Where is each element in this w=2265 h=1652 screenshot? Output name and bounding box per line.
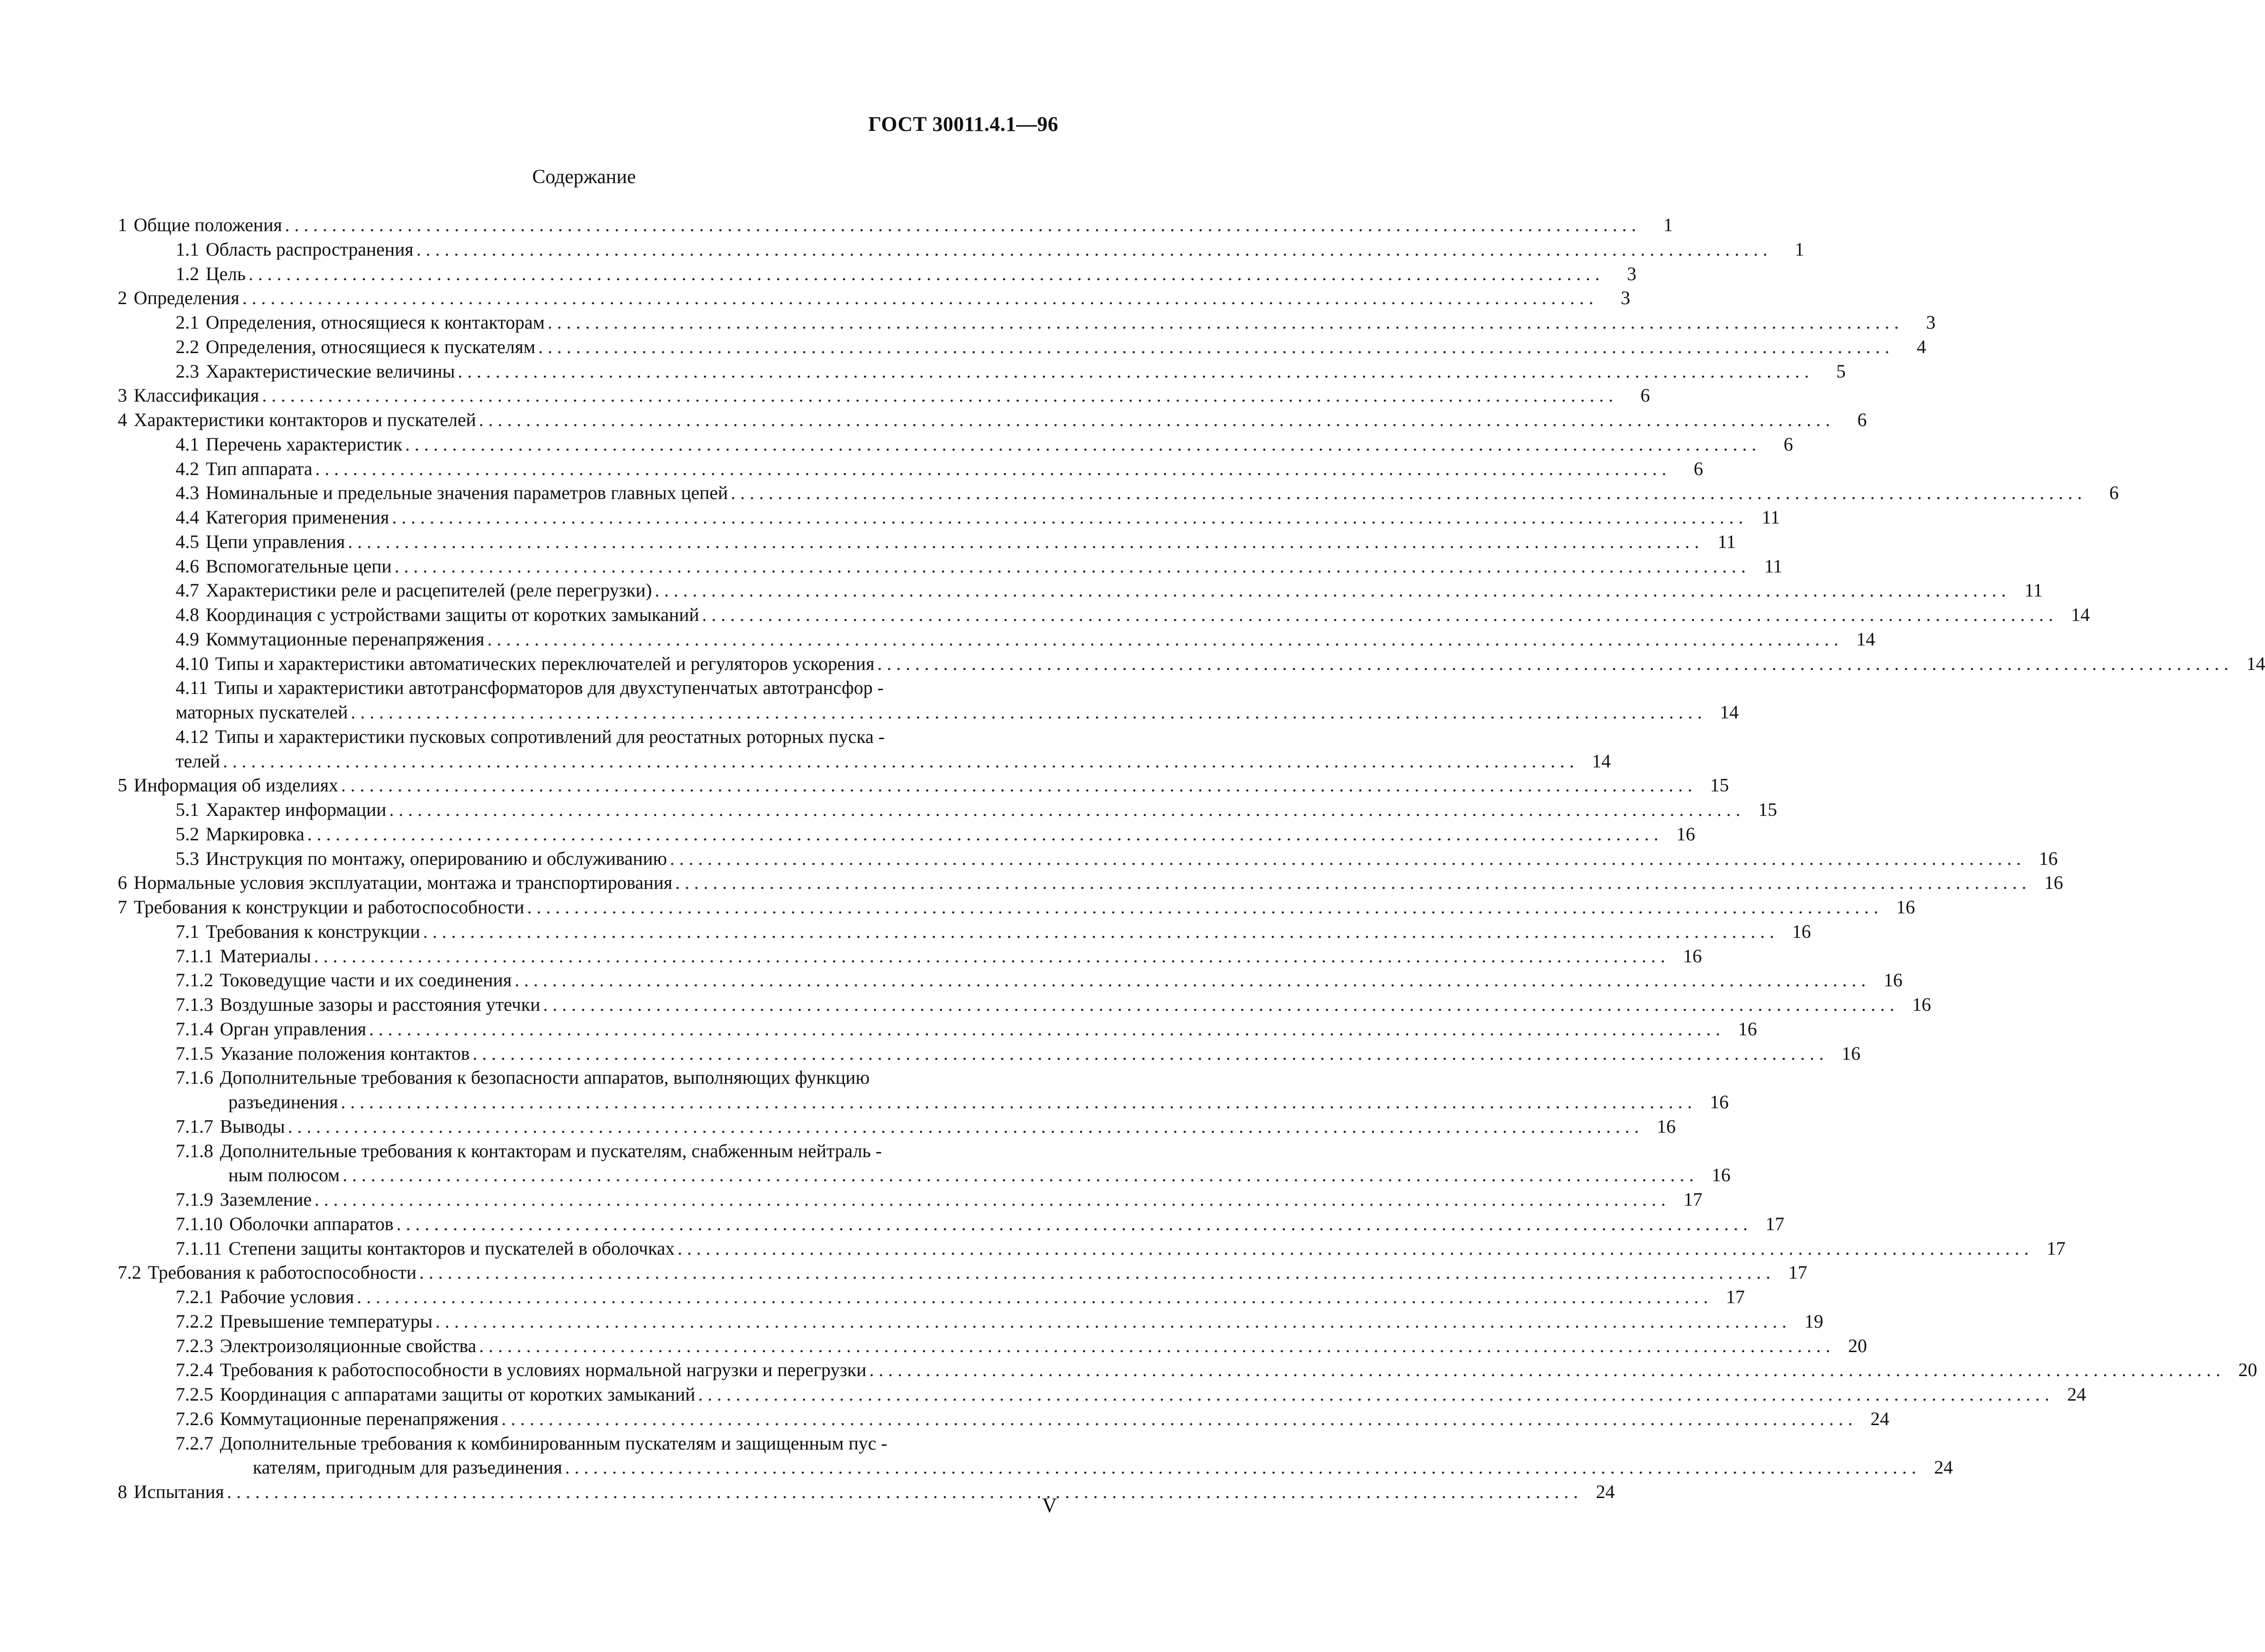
toc-entry-label: Электроизоляционные свойства	[220, 1335, 476, 1356]
toc-entry[interactable]	[118, 1114, 1676, 1139]
toc-entry-number: 7.2.1	[176, 1286, 213, 1307]
toc-dot-leader	[416, 237, 1767, 262]
toc-dot-leader	[314, 1187, 1666, 1212]
toc-entry-label: Определения, относящиеся к пускателям	[206, 336, 536, 357]
toc-dot-leader	[435, 1309, 1787, 1334]
toc-entry-label: Превышение температуры	[220, 1310, 433, 1332]
toc-entry-label: Коммутационные перенапряжения	[220, 1408, 499, 1429]
toc-entry-page: 24	[2067, 1384, 2086, 1405]
toc-entry-page: 17	[1788, 1262, 1807, 1283]
toc-entry-number: 4.2	[176, 458, 199, 479]
toc-entry-page: 15	[1758, 799, 1777, 820]
toc-entry-label: Тип аппарата	[206, 458, 313, 479]
toc-entry-label: Координация с аппаратами защиты от коротких замыканий	[220, 1384, 695, 1405]
toc-entry-label: Нормальные условия эксплуатации, монтажа и транспортирования	[134, 872, 673, 894]
toc-dot-leader	[677, 1236, 2029, 1261]
toc-dot-leader	[458, 359, 1809, 384]
toc-entry-label: Заземление	[220, 1189, 312, 1210]
toc-entry-number: 2.1	[176, 312, 199, 333]
toc-entry[interactable]	[118, 481, 2119, 505]
toc-entry-page: 16	[2039, 847, 2058, 869]
toc-entry-number: 7.1.9	[176, 1189, 213, 1210]
toc-entry-label: Типы и характеристики пусковых сопротивлений для реостатных роторных пуска -	[215, 725, 885, 747]
toc-entry[interactable]	[118, 1382, 2086, 1407]
toc-entry-page: 19	[1804, 1310, 1823, 1332]
toc-entry[interactable]	[118, 749, 1611, 774]
toc-entry-number: 4.9	[176, 628, 199, 650]
toc-entry-page: 17	[1765, 1213, 1784, 1234]
toc-entry-label: телей	[176, 750, 220, 772]
page-title: Содержание	[532, 166, 636, 188]
toc-entry-page: 16	[1683, 945, 1702, 967]
toc-entry-page: 16	[1841, 1042, 1861, 1064]
toc-dot-leader	[288, 1114, 1639, 1139]
toc-entry[interactable]	[118, 359, 1846, 384]
toc-entry-label: Испытания	[134, 1481, 224, 1502]
toc-entry-page: 20	[1848, 1335, 1867, 1356]
toc-dot-leader	[487, 627, 1838, 652]
toc-entry-page: 16	[1711, 1164, 1731, 1186]
toc-dot-leader	[675, 870, 2026, 895]
toc-entry-page: 16	[1676, 823, 1695, 845]
toc-entry[interactable]	[118, 1212, 1784, 1236]
toc-entry-label: Характер информации	[206, 799, 387, 820]
toc-dot-leader	[395, 554, 1746, 579]
toc-entry-page: 11	[1762, 507, 1780, 528]
toc-entry-label: Категория применения	[206, 507, 389, 528]
toc-dot-leader	[655, 578, 2006, 603]
toc-dot-leader	[348, 530, 1699, 554]
toc-entry-number: 7.1.5	[176, 1042, 213, 1064]
toc-entry-number: 1.1	[176, 238, 199, 260]
toc-entry-page: 14	[1592, 750, 1611, 772]
toc-entry-label: Характеристики реле и расцепителей (реле перегрузки)	[206, 580, 652, 601]
toc-entry-label: ным полюсом	[228, 1164, 340, 1186]
toc-entry-page: 6	[1640, 385, 1650, 406]
toc-dot-leader	[357, 1285, 1708, 1309]
toc-entry-label: кателям, пригодным для разъединения	[253, 1457, 563, 1478]
toc-entry-label: Дополнительные требования к контакторам и пускателям, снабженным нейтраль -	[220, 1140, 882, 1161]
toc-entry-number: 4.4	[176, 507, 199, 528]
toc-entry[interactable]	[118, 652, 2265, 676]
toc-entry-page: 17	[1726, 1286, 1745, 1307]
toc-entry-number: 7.2.6	[176, 1408, 213, 1429]
toc-entry[interactable]	[118, 1139, 1061, 1163]
toc-entry-page: 16	[1912, 994, 1931, 1015]
toc-dot-leader	[731, 481, 2082, 505]
toc-entry-page: 6	[2109, 482, 2119, 504]
toc-entry-label: Классификация	[134, 385, 259, 406]
toc-dot-leader	[227, 1480, 1578, 1504]
toc-entry-number: 4.10	[176, 653, 209, 674]
toc-dot-leader	[670, 846, 2021, 871]
toc-dot-leader	[307, 822, 1659, 846]
toc-dot-leader	[389, 798, 1741, 822]
toc-entry[interactable]	[118, 773, 1729, 798]
toc-entry-label: Характеристики контакторов и пускателей	[134, 409, 476, 430]
toc-entry-number: 5	[118, 774, 127, 796]
toc-entry-number: 7.1.2	[176, 969, 213, 991]
toc-entry[interactable]	[118, 1431, 1061, 1456]
toc-dot-leader	[223, 749, 1574, 774]
toc-dot-leader	[419, 1260, 1771, 1285]
toc-entry-page: 16	[1792, 920, 1811, 942]
toc-dot-leader	[249, 262, 1600, 286]
toc-dot-leader	[702, 603, 2053, 627]
toc-entry-number: 7.1.4	[176, 1018, 213, 1040]
toc-entry-label: Номинальные и предельные значения параметров главных цепей	[206, 482, 728, 504]
toc-entry-label: Требования к работоспособности	[148, 1262, 417, 1283]
toc-entry-label: Требования к конструкции	[206, 920, 420, 942]
toc-entry[interactable]	[118, 1041, 1861, 1066]
toc-entry-number: 4.12	[176, 725, 209, 747]
toc-entry[interactable]	[118, 895, 1915, 919]
toc-entry-page: 16	[1709, 1091, 1729, 1112]
toc-entry[interactable]	[118, 1480, 1615, 1504]
toc-entry-number: 5.3	[176, 847, 199, 869]
toc-entry[interactable]	[118, 213, 1673, 237]
toc-entry-number: 3	[118, 385, 127, 406]
toc-entry-number: 7.2.3	[176, 1335, 213, 1356]
toc-entry-number: 1.2	[176, 263, 199, 284]
toc-entry-number: 7.2.2	[176, 1310, 213, 1332]
toc-entry-page: 1	[1795, 238, 1805, 260]
toc-entry-number: 4.6	[176, 555, 199, 577]
toc-entry-number: 7.1.7	[176, 1115, 213, 1137]
toc-dot-leader	[501, 1407, 1853, 1431]
toc-entry-label: Токоведущие части и их соединения	[220, 969, 512, 991]
toc-entry-number: 2	[118, 287, 127, 309]
toc-entry-number: 5.2	[176, 823, 199, 845]
toc-dot-leader	[341, 1090, 1692, 1114]
toc-entry-label: Перечень характеристик	[206, 433, 403, 455]
toc-dot-leader	[343, 1163, 1694, 1187]
toc-entry-label: Типы и характеристики автоматических переключателей и регуляторов ускорения	[215, 653, 875, 674]
toc-dot-leader	[423, 919, 1774, 944]
toc-entry-label: Орган управления	[220, 1018, 366, 1040]
toc-dot-leader	[877, 652, 2228, 676]
toc-entry-label: Требования к конструкции и работоспособности	[134, 896, 524, 918]
toc-entry[interactable]	[118, 603, 2090, 627]
toc-entry-page: 6	[1693, 458, 1703, 479]
toc-entry-number: 8	[118, 1481, 127, 1502]
toc-entry-number: 4.3	[176, 482, 199, 504]
toc-entry-label: Указание положения контактов	[220, 1042, 470, 1064]
toc-dot-leader	[369, 1017, 1720, 1041]
toc-entry[interactable]	[118, 1090, 1729, 1114]
toc-entry-number: 7	[118, 896, 127, 918]
toc-entry[interactable]	[118, 1407, 1889, 1431]
toc-entry-label: Инструкция по монтажу, оперированию и обслуживанию	[206, 847, 667, 869]
toc-entry-number: 4.11	[176, 677, 208, 699]
toc-entry-page: 6	[1857, 409, 1867, 430]
toc-entry-label: Дополнительные требования к безопасности аппаратов, выполняющих функцию	[220, 1067, 870, 1088]
toc-dot-leader	[315, 457, 1666, 481]
toc-dot-leader	[479, 408, 1830, 432]
toc-entry[interactable]	[118, 408, 1867, 432]
toc-entry-page: 16	[1883, 969, 1902, 991]
toc-entry-number: 4.7	[176, 580, 199, 601]
toc-dot-leader	[473, 1041, 1824, 1066]
toc-entry-label: Типы и характеристики автотрансформаторов для двухступенчатых автотрансфор -	[214, 677, 884, 699]
toc-entry[interactable]	[118, 383, 1650, 408]
toc-entry[interactable]	[118, 530, 1736, 554]
toc-entry-page: 16	[2044, 872, 2063, 894]
toc-dot-leader	[314, 944, 1665, 968]
toc-entry-label: Характеристические величины	[206, 360, 455, 382]
toc-entry-page: 17	[2047, 1237, 2066, 1259]
toc-dot-leader	[515, 968, 1866, 992]
toc-entry-label: Рабочие условия	[220, 1286, 354, 1307]
toc-entry[interactable]	[118, 870, 2063, 895]
toc-entry-number: 7.2	[118, 1262, 141, 1283]
toc-entry[interactable]	[118, 1017, 1757, 1041]
toc-entry[interactable]	[118, 846, 2058, 871]
toc-entry-label: Дополнительные требования к комбинированным пускателям и защищенным пус -	[220, 1432, 887, 1454]
toc-entry-number: 7.1	[176, 920, 199, 942]
toc-entry[interactable]	[118, 798, 1777, 822]
toc-entry[interactable]	[118, 1163, 1731, 1187]
toc-entry[interactable]	[118, 335, 1926, 359]
toc-entry[interactable]	[118, 1334, 1867, 1358]
toc-entry-page: 15	[1710, 774, 1729, 796]
toc-entry-label: Маркировка	[206, 823, 305, 845]
toc-entry-number: 2.3	[176, 360, 199, 382]
toc-entry-label: Информация об изделиях	[134, 774, 339, 796]
toc-entry-page: 11	[1764, 555, 1782, 577]
toc-dot-leader	[869, 1358, 2220, 1382]
toc-entry-number: 7.1.8	[176, 1140, 213, 1161]
toc-entry-number: 7.1.10	[176, 1213, 223, 1234]
toc-entry-page: 3	[1926, 312, 1936, 333]
toc-dot-leader	[479, 1334, 1830, 1358]
toc-entry-page: 3	[1620, 287, 1630, 309]
toc-entry-page: 14	[2071, 604, 2090, 625]
toc-entry-page: 14	[1720, 701, 1739, 723]
toc-entry-label: Требования к работоспособности в условиях нормальной нагрузки и перегрузки	[220, 1359, 867, 1381]
toc-entry-label: Воздушные зазоры и расстояния утечки	[220, 994, 540, 1015]
toc-entry-number: 7.1.6	[176, 1067, 213, 1088]
toc-dot-leader	[242, 286, 1594, 310]
toc-entry[interactable]	[118, 1455, 1953, 1480]
toc-entry-label: Цепи управления	[206, 531, 345, 552]
toc-dot-leader	[548, 310, 1899, 335]
toc-entry-page: 11	[1717, 531, 1736, 552]
toc-entry-number: 7.2.7	[176, 1432, 213, 1454]
table-of-contents	[118, 213, 2265, 1504]
toc-entry-page: 24	[1596, 1481, 1615, 1502]
toc-entry[interactable]	[118, 676, 1061, 700]
toc-dot-leader	[527, 895, 1878, 919]
toc-entry-number: 4.5	[176, 531, 199, 552]
toc-entry-label: Координация с устройствами защиты от коротких замыканий	[206, 604, 700, 625]
toc-entry-number: 5.1	[176, 799, 199, 820]
toc-dot-leader	[565, 1455, 1916, 1480]
toc-entry[interactable]	[118, 286, 1630, 310]
toc-entry[interactable]	[118, 822, 1695, 846]
toc-entry-page: 24	[1934, 1457, 1953, 1478]
toc-entry-label: Оболочки аппаратов	[229, 1213, 394, 1234]
toc-entry-label: Степени защиты контакторов и пускателей в оболочках	[228, 1237, 675, 1259]
toc-entry-page: 3	[1627, 263, 1636, 284]
toc-entry-number: 7.1.1	[176, 945, 213, 967]
toc-dot-leader	[392, 505, 1743, 530]
toc-entry-page: 1	[1663, 214, 1673, 235]
toc-entry[interactable]	[118, 627, 1875, 652]
toc-entry[interactable]	[118, 310, 1936, 335]
toc-entry[interactable]	[118, 919, 1811, 944]
document-code: ГОСТ 30011.4.1—96	[868, 113, 1058, 136]
toc-entry-page: 16	[1738, 1018, 1757, 1040]
toc-entry[interactable]	[118, 262, 1636, 286]
toc-entry-label: Выводы	[220, 1115, 285, 1137]
toc-dot-leader	[351, 700, 1702, 725]
toc-entry[interactable]	[118, 237, 1805, 262]
toc-entry-label: Определения, относящиеся к контакторам	[206, 312, 545, 333]
page-number: V	[1042, 1494, 1057, 1517]
toc-entry-label: Материалы	[220, 945, 311, 967]
toc-dot-leader	[396, 1212, 1748, 1236]
toc-entry[interactable]	[118, 725, 1061, 749]
toc-dot-leader	[285, 213, 1636, 237]
toc-entry[interactable]	[118, 554, 1782, 579]
toc-dot-leader	[341, 773, 1692, 798]
toc-entry-page: 16	[1657, 1115, 1676, 1137]
toc-entry[interactable]	[118, 432, 1793, 457]
toc-dot-leader	[543, 992, 1894, 1017]
toc-entry-page: 4	[1917, 336, 1926, 357]
toc-entry[interactable]	[118, 1309, 1823, 1334]
toc-entry-number: 7.1.11	[176, 1237, 222, 1259]
toc-entry-number: 7.2.5	[176, 1384, 213, 1405]
toc-entry[interactable]	[118, 457, 1703, 481]
toc-entry-label: Вспомогательные цепи	[206, 555, 392, 577]
toc-dot-leader	[698, 1382, 2049, 1407]
toc-entry-label: Коммутационные перенапряжения	[206, 628, 484, 650]
toc-entry-page: 5	[1836, 360, 1846, 382]
toc-entry-label: разъединения	[228, 1091, 338, 1112]
toc-entry-label: Общие положения	[134, 214, 282, 235]
toc-entry[interactable]	[118, 700, 1739, 725]
toc-entry[interactable]	[118, 1065, 1061, 1090]
toc-entry[interactable]	[118, 1285, 1745, 1309]
toc-entry-number: 4.8	[176, 604, 199, 625]
toc-entry[interactable]	[118, 1236, 2066, 1261]
toc-entry[interactable]	[118, 992, 1931, 1017]
toc-entry-page: 14	[2246, 653, 2265, 674]
toc-dot-leader	[262, 383, 1613, 408]
toc-entry[interactable]	[118, 578, 2043, 603]
toc-entry-page: 17	[1683, 1189, 1702, 1210]
toc-entry-number: 4.1	[176, 433, 199, 455]
toc-entry-page: 6	[1783, 433, 1793, 455]
toc-entry-page: 16	[1896, 896, 1915, 918]
toc-entry-page: 14	[1856, 628, 1875, 650]
toc-entry[interactable]	[118, 1358, 2257, 1382]
toc-entry-number: 6	[118, 872, 127, 894]
toc-entry-label: маторных пускателей	[176, 701, 348, 723]
toc-entry[interactable]	[118, 505, 1780, 530]
toc-entry-label: Цель	[206, 263, 246, 284]
toc-entry-label: Область распространения	[206, 238, 414, 260]
toc-entry[interactable]	[118, 1187, 1702, 1212]
toc-entry-number: 2.2	[176, 336, 199, 357]
toc-entry-page: 11	[2024, 580, 2043, 601]
toc-entry[interactable]	[118, 1260, 1807, 1285]
toc-dot-leader	[405, 432, 1757, 457]
toc-entry-number: 1	[118, 214, 127, 235]
toc-dot-leader	[538, 335, 1889, 359]
toc-entry[interactable]	[118, 944, 1702, 968]
toc-entry-page: 20	[2238, 1359, 2257, 1381]
toc-entry-page: 24	[1870, 1408, 1889, 1429]
toc-entry-number: 7.1.3	[176, 994, 213, 1015]
toc-entry[interactable]	[118, 968, 1902, 992]
toc-entry-label: Определения	[134, 287, 240, 309]
toc-entry-number: 4	[118, 409, 127, 430]
toc-entry-number: 7.2.4	[176, 1359, 213, 1381]
